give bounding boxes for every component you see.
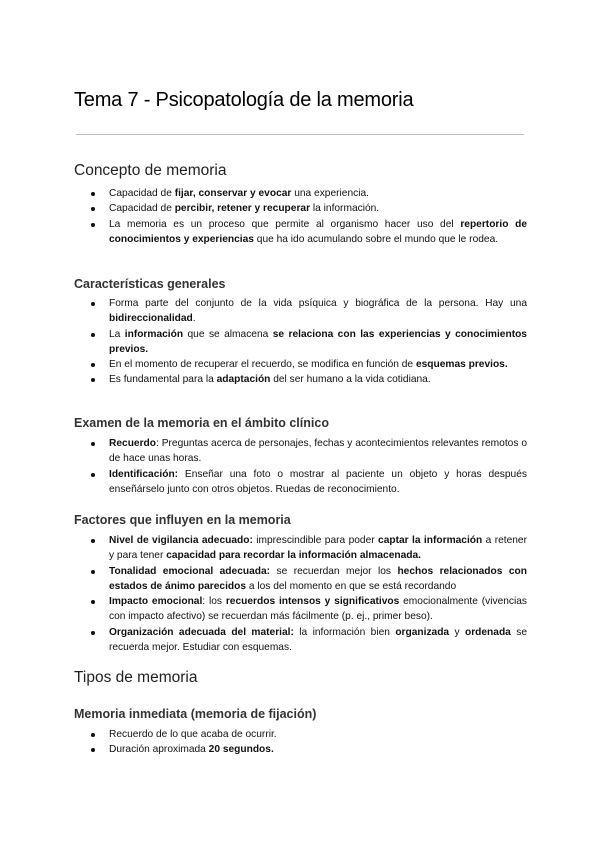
text-run: se recuerdan mejor los [270,565,398,577]
subheading-caracteristicas: Características generales [74,277,226,291]
text-run: La memoria es un proceso que permite al organismo hacer uso del [109,218,461,230]
text-run: Capacidad de [109,203,175,215]
text-run: . [192,313,196,325]
list-item [89,296,527,327]
text-run: imprescindible para poder [252,535,379,546]
text-run: del ser humano a la vida cotidiana. [270,374,431,386]
text-run: la información bien [293,626,396,638]
bold-text: se relaciona con las experiencias y conocimientos previos. [109,328,527,355]
text-run: Forma parte del conjunto de la vida psíquica y biográfica de la persona. Hay una [109,298,527,309]
list-item [89,467,527,498]
text-run: que se almacena [183,328,273,340]
bold-text: 20 segundos. [208,744,274,756]
list-item [89,357,527,372]
bold-text: esquemas previos. [415,359,508,371]
text-run: Duración aproximada [109,744,209,756]
text-run: emocionalmente (vivencias con impacto afectivo) se recuerdan más fácilmente (p. ej., primer beso). [109,596,528,623]
list-item [89,594,527,625]
list-item [89,372,527,387]
list-item [89,533,527,564]
caracteristicas-list [89,296,527,388]
bold-text: Organización adecuada del material: [109,626,294,638]
text-run: se recuerda mejor. Estudiar con esquemas. [109,626,527,654]
bold-text: Recuerdo [109,438,156,449]
text-run: una experiencia. [291,188,369,199]
bold-text: bidireccionalidad [109,313,193,325]
bold-text: Tonalidad emocional adecuada: [109,565,271,577]
section-heading-concepto: Concepto de memoria [74,162,227,179]
bold-text: ordenada [464,626,511,638]
page-title: Tema 7 - Psicopatología de la memoria [74,89,414,111]
list-item [89,436,527,467]
bold-text: capacidad para recordar la información almacenada. [166,550,421,562]
bold-text: fijar, conservar y evocar [174,188,292,199]
text-run: En el momento de recuperar el recuerdo, se modifica en función de [109,359,416,371]
subheading-memoria-inmediata: Memoria inmediata (memoria de fijación) [74,707,317,721]
text-run: : los [202,596,226,608]
section-heading-tipos: Tipos de memoria [74,669,198,686]
list-item [89,201,527,216]
bold-text: organizada [395,626,450,638]
bold-text: información [124,328,184,340]
text-run: la información. [310,203,380,215]
bold-text: Identificación: [109,468,179,480]
bold-text: Nivel de vigilancia adecuado: [109,535,253,546]
list-item [89,625,527,656]
text-run: y [449,626,465,638]
factores-list [89,533,527,655]
inmediata-list [89,727,527,758]
text-run: Recuerdo de lo que acaba de ocurrir. [109,729,277,740]
bold-text: percibir, retener y recuperar [174,203,311,215]
list-item [89,727,527,742]
list-item [89,327,527,358]
text-run: que ha ido acumulando sobre el mundo que le rodea. [253,233,499,245]
list-item [89,564,527,595]
bold-text: recuerdos intensos y significativos [225,596,400,608]
concepto-list [89,186,527,247]
examen-list [89,436,527,497]
text-run: Capacidad de [109,188,175,199]
list-item [89,742,527,757]
title-divider [76,134,524,135]
text-run: Es fundamental para la [109,374,217,386]
list-item [89,186,527,201]
bold-text: captar la información [378,535,483,546]
subheading-factores: Factores que influyen en la memoria [74,513,291,527]
text-run: Enseñar una foto o mostrar al paciente un objeto y horas después enseñárselo junto con otros objetos. Ruedas de reconocimiento. [109,468,527,495]
bold-text: hechos relacionados con estados de ánimo parecidos [109,565,527,592]
list-item [89,217,527,248]
text-run: a retener y para tener [109,535,527,562]
bold-text: repertorio de conocimientos y experiencias [109,218,527,245]
text-run: : Preguntas acerca de personajes, fechas y acontecimientos relevantes remotos o de hace unas horas. [109,438,527,465]
subheading-examen: Examen de la memoria en el ámbito clínico [74,416,329,430]
text-run: a los del momento en que se está recordando [246,580,457,592]
text-run: La [109,328,125,340]
bold-text: Impacto emocional [109,596,203,608]
bold-text: adaptación [216,374,271,386]
